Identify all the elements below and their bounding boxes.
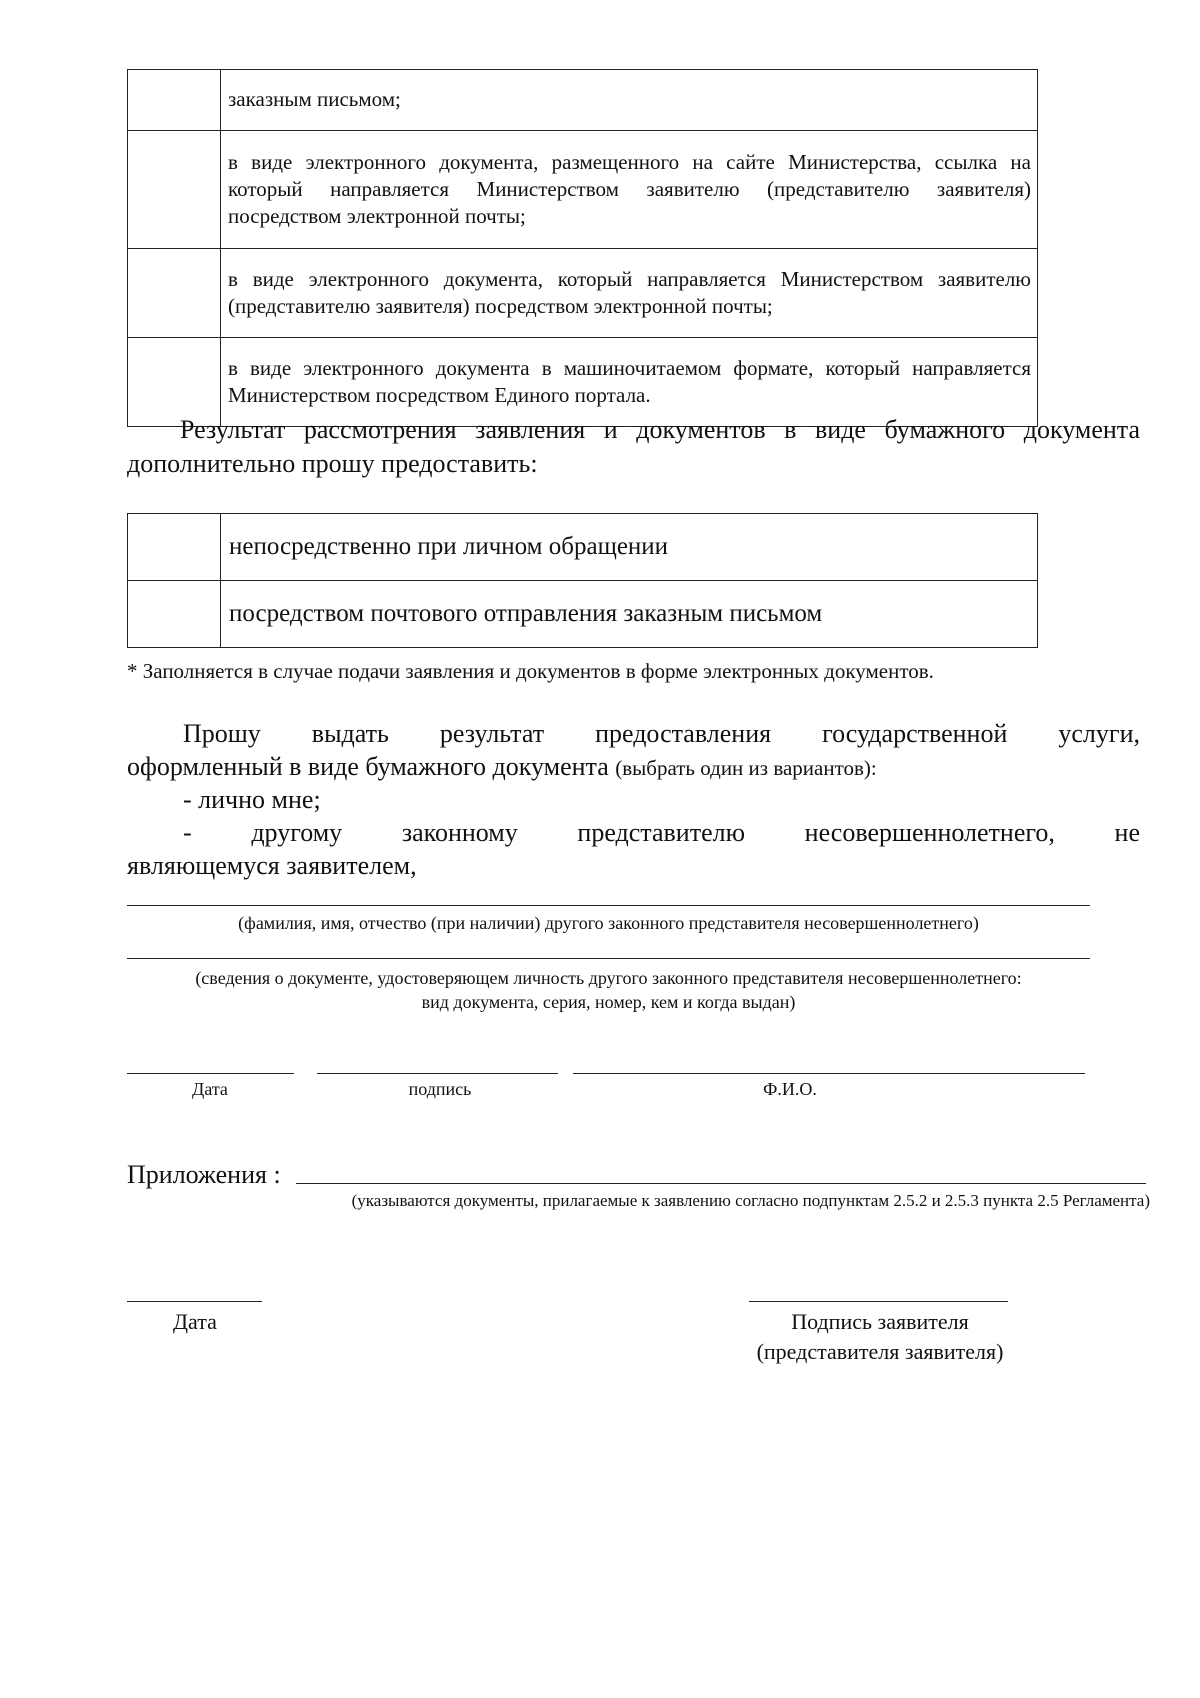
table-row [128,131,1038,249]
option-personally: - лично мне; [183,785,321,814]
id-document-caption-line2: вид документа, серия, номер, кем и когда выдан) [421,992,796,1012]
paper-result-paragraph-line1: Результат рассмотрения заявления и документов в виде бумажного документа [180,415,1140,444]
attachments-input-line[interactable] [296,1183,1146,1184]
applicant-signature-caption-line2: (представителя заявителя) [756,1339,1004,1364]
request-line2-main: оформленный в виде бумажного документа [127,752,609,781]
attachments-label: Приложения : [127,1160,281,1189]
fio-input-line[interactable] [127,905,1090,906]
table-row [128,70,1038,131]
fio-caption: (фамилия, имя, отчество (при наличии) другого законного представителя несовершеннолетнего) [238,913,979,933]
attachments-caption: (указываются документы, прилагаемые к заявлению согласно подпунктам 2.5.2 и 2.5.3 пункта 2.5 Регламента) [351,1191,1150,1210]
footer-date-input-line[interactable] [127,1301,262,1302]
date-caption: Дата [192,1079,228,1099]
request-line2-note: (выбрать один из вариантов): [615,756,877,780]
applicant-signature-caption-line1: Подпись заявителя [791,1309,969,1334]
option-checkbox[interactable] [128,70,221,131]
option-checkbox[interactable] [128,581,221,648]
date-input-line[interactable] [127,1073,294,1074]
option-checkbox[interactable] [128,249,221,338]
option-label: в виде электронного документа, который направляется Министерством заявителю (представителю заявителя) посредством электронной почты; [221,249,1038,338]
footnote: * Заполняется в случае подачи заявления и документов в форме электронных документов. [127,659,934,683]
request-line2 [127,750,1137,785]
id-document-input-line[interactable] [127,958,1090,959]
applicant-signature-input-line[interactable] [749,1301,1008,1302]
option-label: посредством почтового отправления заказным письмом [221,581,1038,648]
option-checkbox[interactable] [128,131,221,249]
signature-input-line[interactable] [317,1073,558,1074]
fio-signature-input-line[interactable] [573,1073,1085,1074]
footer-date-caption: Дата [173,1309,217,1334]
fio-caption-short: Ф.И.О. [763,1079,817,1099]
option-label: в виде электронного документа, размещенного на сайте Министерства, ссылка на который направляется Министерством заявителю (представителю заявителя) посредством электронной почты; [221,131,1038,249]
table-row [128,514,1038,581]
signature-caption: подпись [408,1079,472,1099]
option-label: заказным письмом; [221,70,1038,131]
option-other-representative-line1: - другому законному представителю несовершеннолетнего, не [183,818,1140,847]
delivery-method-table [127,69,1038,427]
paper-result-paragraph-line2: дополнительно прошу предоставить: [127,449,538,478]
paper-delivery-table [127,513,1038,648]
option-label: в виде электронного документа в машиночитаемом формате, который направляется Министерством посредством Единого портала. [221,338,1038,427]
table-row [128,249,1038,338]
id-document-caption-line1: (сведения о документе, удостоверяющем личность другого законного представителя несовершеннолетнего: [195,968,1022,988]
option-other-representative-line2: являющемуся заявителем, [127,851,417,880]
option-checkbox[interactable] [128,514,221,581]
option-label: непосредственно при личном обращении [221,514,1038,581]
request-line1: Прошу выдать результат предоставления государственной услуги, [183,719,1140,748]
table-row [128,581,1038,648]
